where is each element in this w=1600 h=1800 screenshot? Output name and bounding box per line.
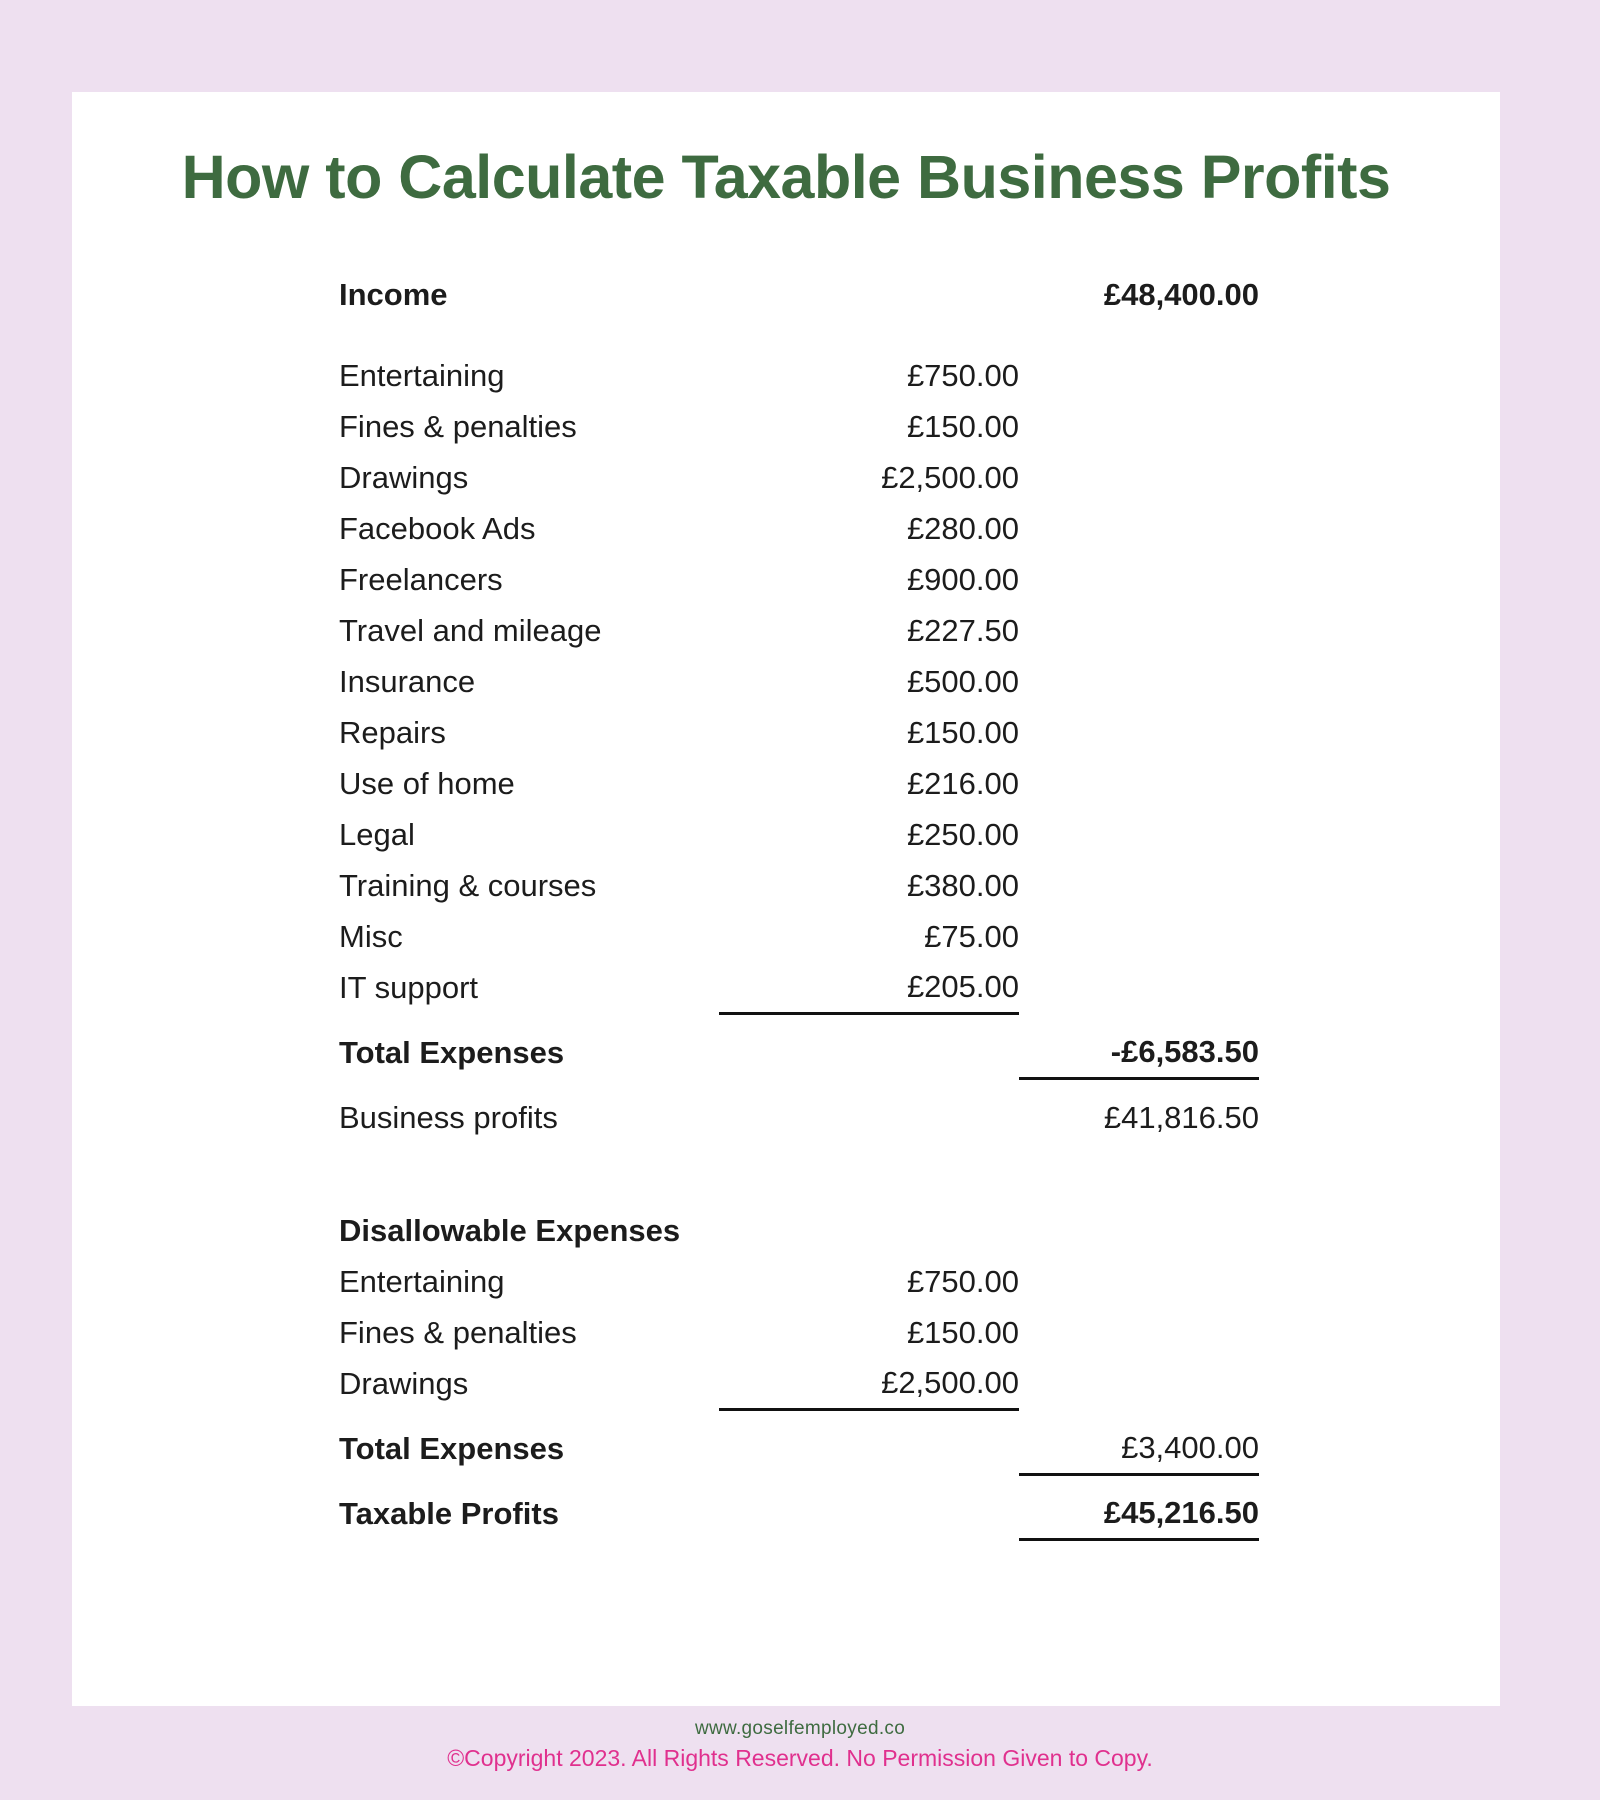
disallowable-total-amount: £3,400.00 [1121,1429,1259,1465]
disallowable-right-blank [1019,1307,1259,1358]
expense-amount: £205.00 [906,968,1019,1004]
table-row [339,911,1259,962]
table-row-disallowable-total [339,1423,1259,1474]
table-row [339,809,1259,860]
expense-amount: £380.00 [906,867,1019,903]
expense-right-blank [1019,401,1259,452]
income-amount: £48,400.00 [1103,277,1259,312]
expense-label: Travel and mileage [339,612,602,648]
expense-right-blank [1019,758,1259,809]
disallowable-subtotal-rule [719,1409,1019,1423]
table-row [339,554,1259,605]
table-row [339,860,1259,911]
expense-label: Repairs [339,714,446,750]
rule-spacer [339,1078,719,1092]
rule-spacer [1019,1409,1259,1423]
footer-copyright: ©Copyright 2023. All Rights Reserved. No Permission Given to Copy. [447,1745,1153,1771]
business-profits-label: Business profits [339,1099,558,1135]
taxable-profits-bottom-rule [1019,1539,1259,1553]
taxable-profits-top-rule [1019,1474,1259,1488]
taxable-profits-mid-blank [719,1488,1019,1539]
business-profits-mid-blank [719,1092,1019,1143]
expense-label: Facebook Ads [339,510,536,546]
table-row [339,452,1259,503]
table-row [339,401,1259,452]
expense-amount: £250.00 [906,816,1019,852]
taxable-profits-bottom-rule-row [339,1539,1259,1553]
taxable-profits-amount: £45,216.50 [1103,1494,1259,1530]
table-row [339,1358,1259,1409]
disallowable-label: Fines & penalties [339,1314,577,1350]
expense-amount: £2,500.00 [881,459,1019,495]
disallowable-label: Drawings [339,1365,469,1401]
rule-spacer [1019,1013,1259,1027]
expense-label: Freelancers [339,561,503,597]
total-expenses-mid-blank [719,1027,1019,1078]
disallowable-heading: Disallowable Expenses [339,1212,681,1248]
expense-right-blank [1019,503,1259,554]
disallowable-subtotal-rule-row [339,1409,1259,1423]
expense-amount: £150.00 [906,714,1019,750]
total-expenses-label: Total Expenses [339,1034,565,1070]
rule-spacer [719,1078,1019,1092]
disallowable-amount: £750.00 [906,1263,1019,1299]
table-row [339,350,1259,401]
expense-right-blank [1019,605,1259,656]
expense-label: Misc [339,918,403,954]
business-profits-amount: £41,816.50 [1103,1099,1259,1135]
expense-amount: £280.00 [906,510,1019,546]
business-profits-rule-row [339,1078,1259,1092]
disallowable-right-blank [1019,1358,1259,1409]
disallowable-total-label: Total Expenses [339,1430,565,1466]
spacer-after-income [339,328,1259,350]
disallowable-amount: £150.00 [906,1314,1019,1350]
expense-right-blank [1019,656,1259,707]
table-row [339,605,1259,656]
expense-right-blank [1019,350,1259,401]
ledger-body [339,262,1259,1553]
disallowable-heading-mid-blank [719,1205,1019,1256]
table-row [339,503,1259,554]
ledger-sheet [339,262,1259,1553]
table-row-business-profits [339,1092,1259,1143]
table-row-disallowable-heading [339,1205,1259,1256]
expense-amount: £150.00 [906,408,1019,444]
expense-right-blank [1019,860,1259,911]
income-mid-blank [719,262,1019,328]
table-row [339,1256,1259,1307]
disallowable-right-blank [1019,1256,1259,1307]
footer [0,1718,1600,1772]
table-row-income [339,262,1259,328]
expense-right-blank [1019,707,1259,758]
expense-label: Use of home [339,765,515,801]
table-row [339,758,1259,809]
expense-label: Drawings [339,459,469,495]
expense-subtotal-rule-row [339,1013,1259,1027]
table-row-total-expenses [339,1027,1259,1078]
table-row-taxable-profits [339,1488,1259,1539]
table-row [339,656,1259,707]
ledger-table [339,262,1259,1553]
total-expenses-amount: -£6,583.50 [1110,1033,1259,1069]
rule-spacer [719,1474,1019,1488]
taxable-profits-top-rule-row [339,1474,1259,1488]
disallowable-label: Entertaining [339,1263,505,1299]
page-title: How to Calculate Taxable Business Profits [181,143,1391,211]
taxable-profits-label: Taxable Profits [339,1495,559,1531]
spacer-before-disallowable [339,1143,1259,1205]
content-card [72,92,1500,1706]
expense-label: Fines & penalties [339,408,577,444]
rule-spacer [719,1539,1019,1553]
rule-spacer [339,1409,719,1423]
expense-label: Legal [339,816,415,852]
table-row [339,962,1259,1013]
expense-amount: £216.00 [906,765,1019,801]
expense-right-blank [1019,911,1259,962]
expense-right-blank [1019,452,1259,503]
expense-subtotal-rule [719,1013,1019,1027]
footer-website[interactable]: www.goselfemployed.co [694,1718,906,1739]
expense-amount: £227.50 [906,612,1019,648]
disallowable-amount: £2,500.00 [881,1364,1019,1400]
table-row [339,1307,1259,1358]
expense-label: Training & courses [339,867,597,903]
business-profits-rule [1019,1078,1259,1092]
expense-label: Entertaining [339,357,505,393]
expense-amount: £500.00 [906,663,1019,699]
expense-label: IT support [339,969,479,1005]
expense-amount: £75.00 [924,918,1019,954]
table-row [339,707,1259,758]
income-label: Income [339,277,448,312]
expense-right-blank [1019,809,1259,860]
rule-spacer [339,1539,719,1553]
disallowable-heading-right-blank [1019,1205,1259,1256]
rule-spacer [339,1013,719,1027]
expense-right-blank [1019,554,1259,605]
expense-amount: £750.00 [906,357,1019,393]
expense-label: Insurance [339,663,476,699]
expense-amount: £900.00 [906,561,1019,597]
expense-right-blank [1019,962,1259,1013]
rule-spacer [339,1474,719,1488]
disallowable-total-mid-blank [719,1423,1019,1474]
